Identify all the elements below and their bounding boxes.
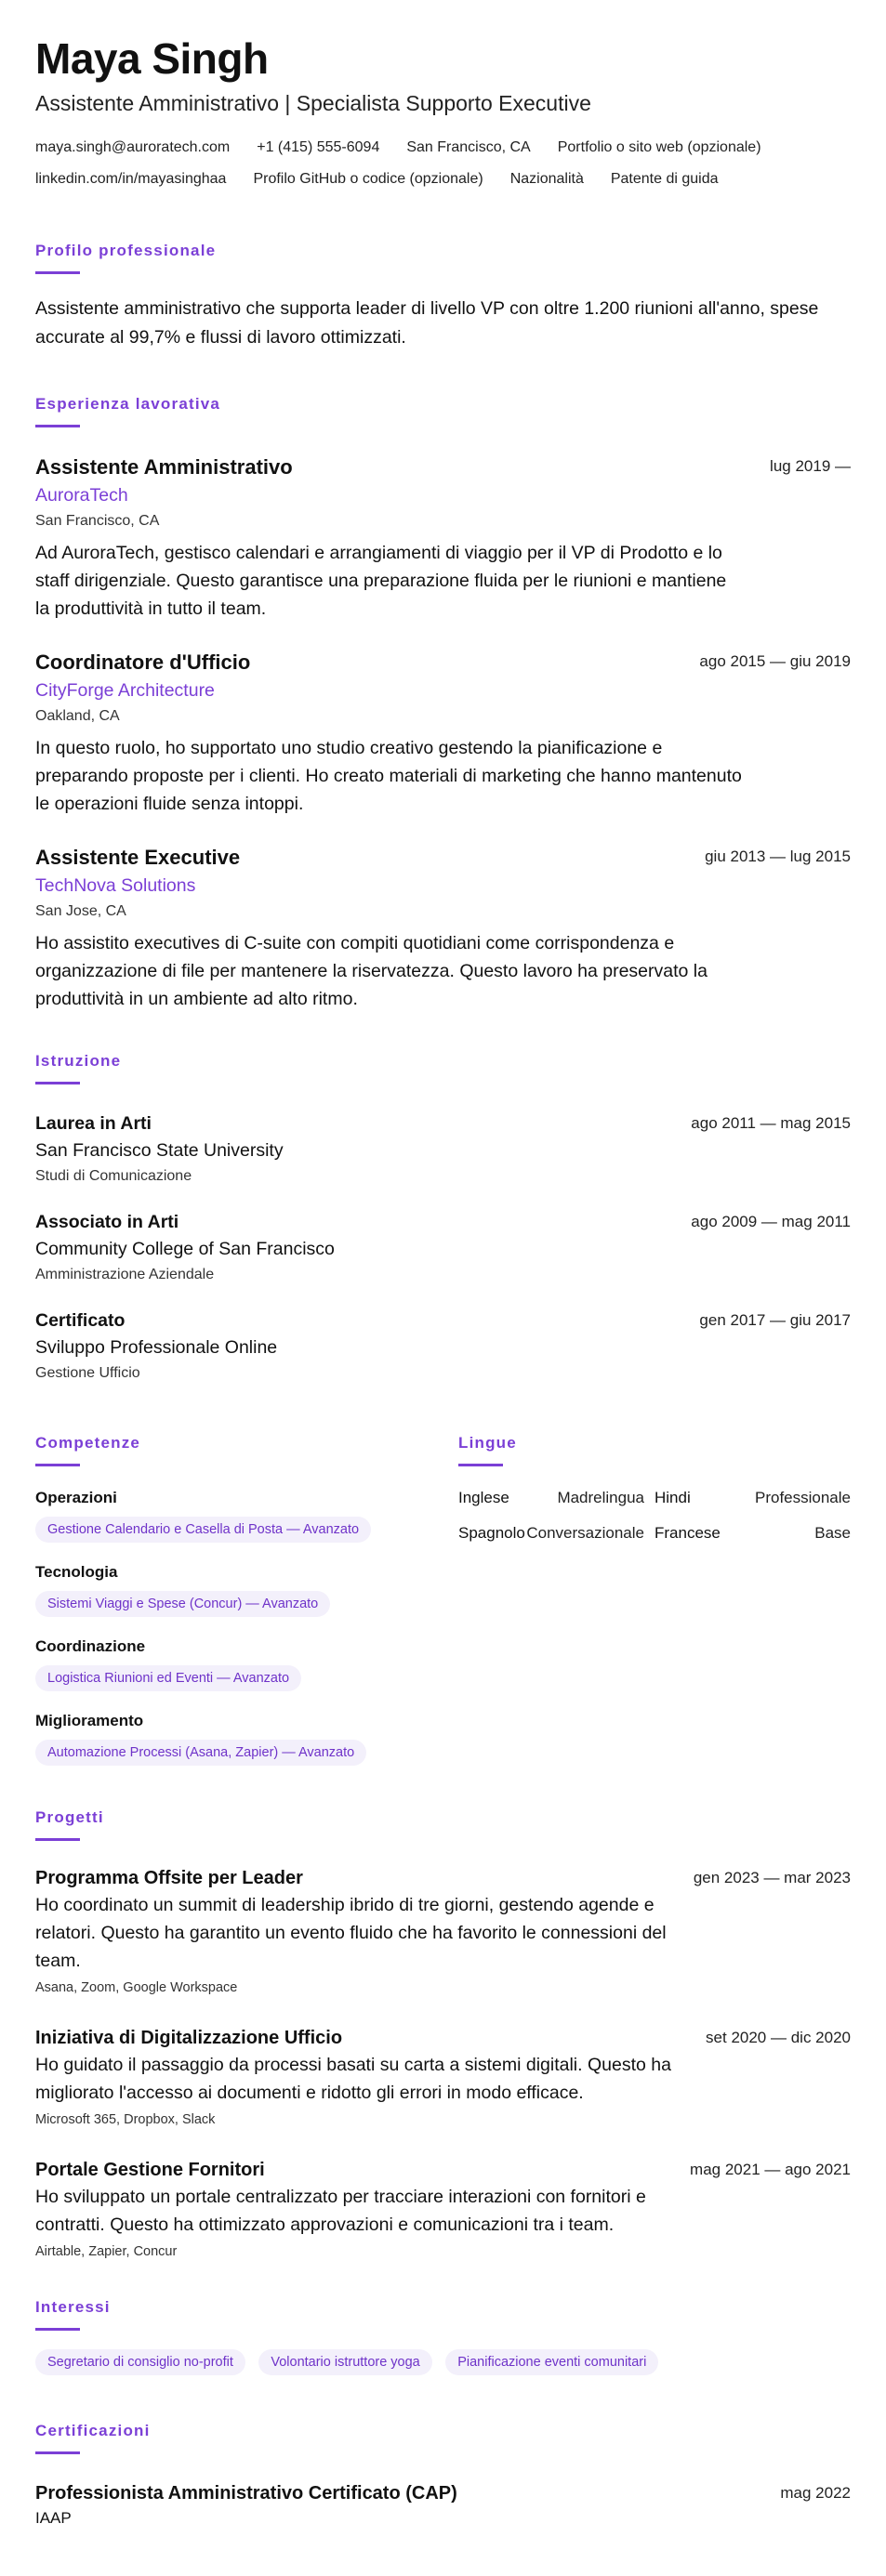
language-name: Hindi	[655, 1489, 691, 1506]
certification-item	[35, 2480, 851, 2530]
project-description: Ho coordinato un summit di leadership ibrido di tre giorni, gestendo agende e relatori. Questo ha garantito un evento fluido che ha favorito le connessioni del team.	[35, 1895, 667, 1971]
project-dates: mag 2021 — ago 2021	[690, 2161, 851, 2178]
experience-item	[35, 649, 851, 818]
edu-degree: Certificato	[35, 1310, 126, 1331]
job-location: Oakland, CA	[35, 708, 120, 724]
contact-portfolio[interactable]: Portfolio o sito web (opzionale)	[557, 139, 761, 155]
language-name: Francese	[655, 1524, 721, 1542]
job-location: San Francisco, CA	[35, 513, 160, 529]
project-tools: Microsoft 365, Dropbox, Slack	[35, 2112, 216, 2127]
project-tools: Airtable, Zapier, Concur	[35, 2244, 178, 2259]
section-divider	[35, 1838, 80, 1841]
edu-dates: ago 2009 — mag 2011	[691, 1213, 851, 1230]
contact-license: Patente di guida	[610, 171, 719, 187]
interest-list	[35, 2349, 851, 2375]
project-title: Programma Offsite per Leader	[35, 1868, 303, 1888]
language-level: Base	[814, 1524, 851, 1542]
edu-degree: Laurea in Arti	[35, 1113, 152, 1134]
project-description: Ho sviluppato un portale centralizzato per tracciare interazioni con fornitori e contratti. Questo ha ottimizzato approvazioni e comunicazioni tra i team.	[35, 2187, 646, 2235]
project-dates: set 2020 — dic 2020	[706, 2029, 851, 2046]
skill-pill: Automazione Processi (Asana, Zapier) — Avanzato	[35, 1740, 366, 1766]
job-location: San Jose, CA	[35, 903, 126, 919]
section-title-experience: Esperienza lavorativa	[35, 395, 221, 413]
edu-field: Gestione Ufficio	[35, 1365, 140, 1381]
section-title-projects: Progetti	[35, 1808, 104, 1826]
section-title-profile: Profilo professionale	[35, 242, 217, 259]
skills-languages-row	[35, 1406, 851, 1766]
section-projects	[35, 1807, 851, 2263]
job-company: AuroraTech	[35, 485, 128, 506]
project-dates: gen 2023 — mar 2023	[693, 1869, 851, 1886]
skill-group	[35, 1636, 458, 1691]
skill-category: Coordinazione	[35, 1637, 146, 1655]
project-tools: Asana, Zoom, Google Workspace	[35, 1980, 238, 1995]
job-dates: ago 2015 — giu 2019	[699, 652, 851, 670]
section-title-interests: Interessi	[35, 2298, 111, 2316]
interest-pill: Pianificazione eventi comunitari	[445, 2349, 658, 2375]
job-title: Coordinatore d'Ufficio	[35, 651, 251, 674]
cert-issuer: IAAP	[35, 2509, 72, 2527]
section-divider	[35, 1464, 80, 1466]
section-profile	[35, 240, 851, 352]
contact-nationality: Nazionalità	[509, 171, 584, 187]
candidate-headline: Assistente Amministrativo | Specialista Supporto Executive	[35, 91, 591, 115]
edu-field: Amministrazione Aziendale	[35, 1267, 215, 1282]
experience-item	[35, 844, 851, 1013]
project-item	[35, 1865, 851, 1999]
section-title-education: Istruzione	[35, 1052, 122, 1070]
language-level: Conversazionale	[526, 1524, 644, 1542]
contact-location: San Francisco, CA	[406, 139, 531, 155]
contact-list	[35, 132, 872, 195]
project-item	[35, 2157, 851, 2263]
language-level: Madrelingua	[557, 1489, 644, 1506]
section-languages	[458, 1406, 851, 1766]
cert-date: mag 2022	[780, 2484, 851, 2502]
section-skills	[35, 1406, 458, 1766]
skill-group	[35, 1561, 458, 1617]
edu-dates: ago 2011 — mag 2015	[691, 1114, 851, 1132]
profile-summary: Assistente amministrativo che supporta leader di livello VP con oltre 1.200 riunioni all'anno, spese accurate al 99,7% e flussi di lavoro ottimizzati.	[35, 298, 819, 348]
section-certifications	[35, 2420, 851, 2530]
skill-pill: Sistemi Viaggi e Spese (Concur) — Avanzato	[35, 1591, 330, 1617]
section-title-skills: Competenze	[35, 1434, 141, 1452]
section-title-languages: Lingue	[458, 1434, 517, 1452]
job-description: Ho assistito executives di C-suite con compiti quotidiani come corrispondenza e organizzazione di file per mantenere la riservatezza. Questo lavoro ha preservato la produttività in un ambiente ad alto ritmo.	[35, 933, 707, 1009]
section-experience	[35, 393, 851, 1013]
interest-pill: Volontario istruttore yoga	[258, 2349, 431, 2375]
section-divider	[35, 425, 80, 427]
section-title-certifications: Certificazioni	[35, 2422, 151, 2439]
edu-dates: gen 2017 — giu 2017	[699, 1311, 851, 1329]
skill-pill: Logistica Riunioni ed Eventi — Avanzato	[35, 1665, 301, 1691]
section-interests	[35, 2296, 851, 2375]
project-title: Iniziativa di Digitalizzazione Ufficio	[35, 2028, 343, 2048]
project-title: Portale Gestione Fornitori	[35, 2160, 265, 2180]
section-education	[35, 1050, 851, 1386]
education-item	[35, 1308, 851, 1386]
language-item	[655, 1487, 851, 1509]
skill-group	[35, 1710, 458, 1766]
language-name: Inglese	[458, 1489, 509, 1506]
experience-item	[35, 453, 851, 623]
section-divider	[458, 1464, 503, 1466]
language-level: Professionale	[754, 1489, 851, 1506]
skill-category: Miglioramento	[35, 1712, 144, 1729]
skill-pill: Gestione Calendario e Casella di Posta — Avanzato	[35, 1517, 371, 1543]
education-item	[35, 1209, 851, 1287]
job-title: Assistente Amministrativo	[35, 455, 293, 479]
job-dates: giu 2013 — lug 2015	[705, 848, 851, 865]
job-company: CityForge Architecture	[35, 680, 215, 701]
section-divider	[35, 2451, 80, 2454]
job-company: TechNova Solutions	[35, 875, 196, 896]
skill-group	[35, 1487, 458, 1543]
skill-category: Tecnologia	[35, 1563, 118, 1581]
candidate-name: Maya Singh	[35, 34, 269, 83]
resume-header	[35, 33, 851, 195]
language-item	[655, 1522, 851, 1544]
job-dates: lug 2019 —	[770, 457, 851, 475]
contact-email[interactable]: maya.singh@auroratech.com	[35, 139, 231, 155]
contact-github[interactable]: Profilo GitHub o codice (opzionale)	[253, 171, 483, 187]
edu-school: San Francisco State University	[35, 1140, 284, 1161]
language-name: Spagnolo	[458, 1524, 525, 1542]
contact-linkedin[interactable]: linkedin.com/in/mayasinghaa	[35, 171, 227, 187]
contact-phone[interactable]: +1 (415) 555-6094	[257, 139, 380, 155]
edu-school: Community College of San Francisco	[35, 1239, 335, 1259]
language-item	[458, 1522, 644, 1544]
edu-degree: Associato in Arti	[35, 1212, 179, 1232]
skill-category: Operazioni	[35, 1489, 117, 1506]
language-list	[458, 1487, 851, 1557]
interest-pill: Segretario di consiglio no-profit	[35, 2349, 245, 2375]
project-description: Ho guidato il passaggio da processi basati su carta a sistemi digitali. Questo ha migliorato l'accesso ai documenti e ridotto gli errori in modo efficace.	[35, 2055, 671, 2103]
job-title: Assistente Executive	[35, 846, 241, 869]
language-item	[458, 1487, 644, 1509]
section-divider	[35, 2328, 80, 2331]
education-item	[35, 1111, 851, 1189]
edu-school: Sviluppo Professionale Online	[35, 1337, 278, 1358]
section-divider	[35, 271, 80, 274]
job-description: Ad AuroraTech, gestisco calendari e arrangiamenti di viaggio per il VP di Prodotto e lo staff dirigenziale. Questo garantisce una preparazione fluida per le riunioni e mantiene la produttività in tutto il team.	[35, 543, 727, 619]
section-divider	[35, 1082, 80, 1084]
cert-title: Professionista Amministrativo Certificato (CAP)	[35, 2483, 457, 2504]
project-item	[35, 2025, 851, 2131]
job-description: In questo ruolo, ho supportato uno studio creativo gestendo la pianificazione e preparando proposte per i clienti. Ho creato materiali di marketing che hanno mantenuto le operazioni fluide senza intoppi.	[35, 738, 742, 814]
edu-field: Studi di Comunicazione	[35, 1168, 192, 1184]
